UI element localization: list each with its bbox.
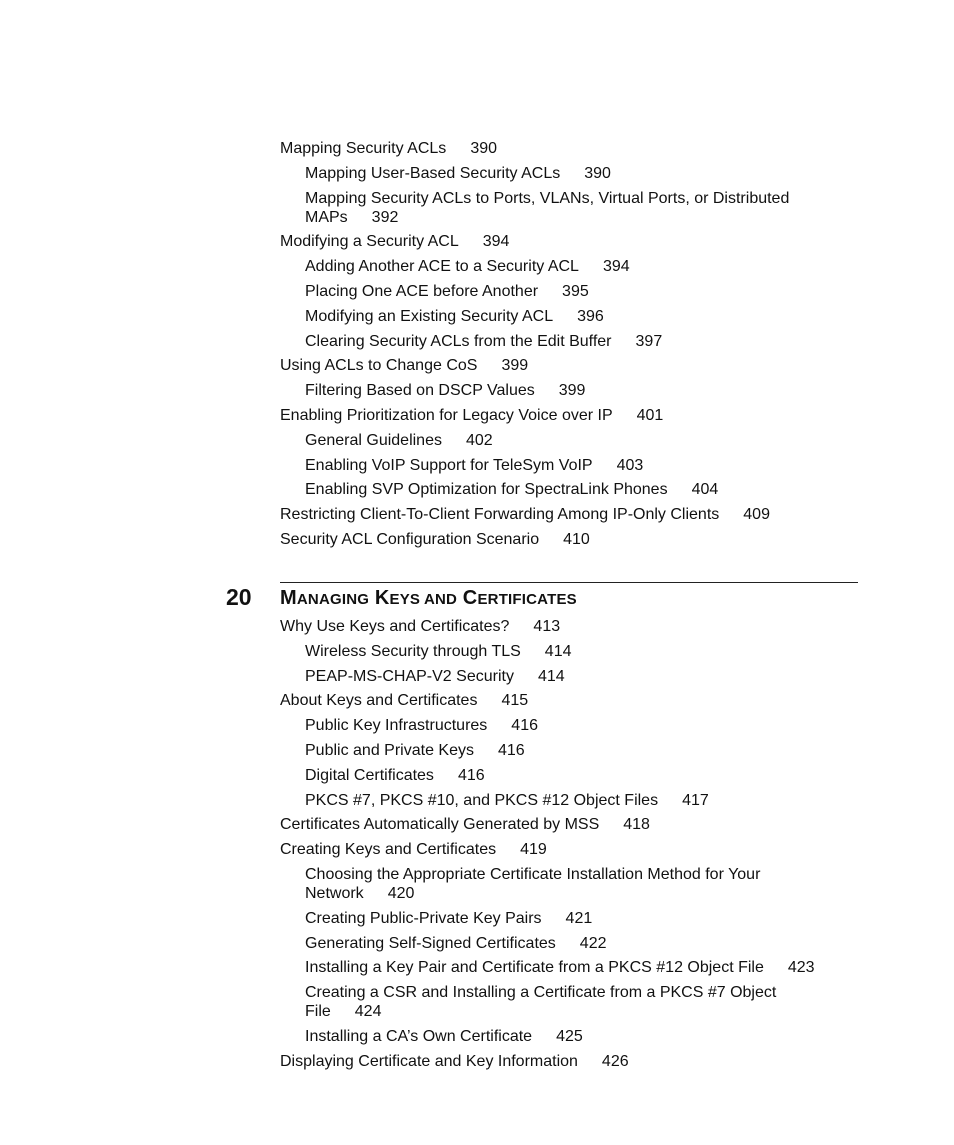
- toc-page-number: 418: [623, 816, 650, 834]
- toc-page-number: 396: [577, 307, 604, 325]
- toc-page-number: 419: [520, 841, 547, 859]
- toc-page-number: 414: [544, 642, 572, 660]
- toc-subentry: [305, 480, 840, 499]
- toc-page-number: 401: [636, 406, 664, 424]
- toc-subentry: [305, 741, 840, 760]
- toc-subentry: [305, 164, 840, 183]
- toc-page-number: 416: [497, 741, 525, 759]
- toc-subentry: [305, 456, 840, 475]
- chapter-title-segment: M: [280, 587, 297, 609]
- toc-page-number: 394: [602, 258, 630, 276]
- toc-page-number: 394: [482, 233, 510, 251]
- toc-entry-title: About Keys and Certificates: [280, 692, 478, 710]
- toc-entry-title: Displaying Certificate and Key Information: [280, 1052, 578, 1070]
- toc-entry-title: Adding Another ACE to a Security ACL: [305, 258, 579, 276]
- toc-entry-title: Using ACLs to Change CoS: [280, 357, 478, 375]
- toc-entry-title: PEAP-MS-CHAP-V2 Security: [305, 667, 514, 685]
- toc-section-chapter-19-continued: [280, 139, 840, 555]
- toc-entry: [280, 232, 840, 251]
- toc-subentry: [305, 983, 840, 1021]
- toc-subentry: [305, 865, 840, 903]
- toc-entry: [280, 356, 840, 375]
- toc-page-number: 425: [556, 1027, 583, 1045]
- toc-entry-title: Choosing the Appropriate Certificate Installation Method for Your Network: [305, 865, 761, 902]
- toc-page-number: 410: [563, 530, 590, 548]
- toc-entry: [280, 406, 840, 425]
- toc-page-number: 420: [387, 884, 415, 902]
- toc-subentry: [305, 766, 840, 785]
- toc-subentry: [305, 307, 840, 326]
- toc-entry: [280, 139, 840, 158]
- toc-page-number: 417: [682, 791, 709, 809]
- toc-page-number: 397: [635, 332, 663, 350]
- toc-entry-title: Enabling VoIP Support for TeleSym VoIP: [305, 456, 593, 474]
- chapter-number: 20: [226, 584, 252, 610]
- toc-entry-title: Enabling Prioritization for Legacy Voice over IP: [280, 406, 613, 424]
- toc-entry-title: Modifying an Existing Security ACL: [305, 307, 554, 325]
- toc-page-number: 392: [371, 208, 399, 226]
- toc-subentry: [305, 958, 840, 977]
- toc-entry-title: Certificates Automatically Generated by MSS: [280, 816, 600, 834]
- toc-subentry: [305, 667, 840, 686]
- toc-entry-title: Installing a Key Pair and Certificate from a PKCS #12 Object File: [305, 959, 764, 977]
- toc-entry: [280, 505, 840, 524]
- toc-entry-title: Modifying a Security ACL: [280, 233, 459, 251]
- toc-section-chapter-20: [280, 617, 840, 1077]
- toc-entry-title: Mapping User-Based Security ACLs: [305, 164, 561, 182]
- chapter-title: [280, 585, 577, 613]
- toc-entry: [280, 840, 840, 859]
- toc-entry: [280, 815, 840, 834]
- toc-page-number: 390: [470, 140, 498, 157]
- toc-subentry: [305, 381, 840, 400]
- toc-entry-title: Generating Self-Signed Certificates: [305, 934, 556, 952]
- toc-subentry: [305, 431, 840, 450]
- chapter-title-segment: K: [369, 587, 390, 609]
- toc-subentry: [305, 909, 840, 928]
- chapter-title-segment: EYS AND: [389, 591, 458, 608]
- toc-entry-title: Why Use Keys and Certificates?: [280, 618, 510, 635]
- chapter-title-segment: ERTIFICATES: [477, 591, 577, 608]
- toc-entry-title: Clearing Security ACLs from the Edit Buffer: [305, 332, 612, 350]
- toc-subentry: [305, 1027, 840, 1046]
- toc-page-number: 399: [501, 357, 529, 375]
- toc-page-number: 416: [511, 717, 538, 735]
- toc-page-number: 402: [465, 431, 493, 449]
- toc-entry-title: Creating Public-Private Key Pairs: [305, 909, 542, 927]
- toc-entry-title: Installing a CA’s Own Certificate: [305, 1027, 533, 1045]
- chapter-divider-rule: [280, 582, 858, 583]
- toc-page-number: 415: [501, 692, 529, 710]
- toc-entry-title: Creating Keys and Certificates: [280, 841, 497, 859]
- toc-entry-title: Restricting Client-To-Client Forwarding Among IP-Only Clients: [280, 506, 720, 524]
- toc-subentry: [305, 791, 840, 810]
- toc-page-number: 409: [743, 506, 770, 524]
- toc-subentry: [305, 642, 840, 661]
- toc-entry-title: Wireless Security through TLS: [305, 642, 521, 660]
- toc-entry: [280, 691, 840, 710]
- toc-page-number: 399: [558, 382, 586, 400]
- chapter-title-segment: ANAGING: [296, 591, 370, 608]
- toc-entry: [280, 530, 840, 549]
- toc-entry-title: Placing One ACE before Another: [305, 282, 539, 300]
- toc-entry: [280, 617, 840, 636]
- toc-subentry: [305, 282, 840, 301]
- toc-page-number: 413: [533, 618, 561, 635]
- toc-page-number: 421: [565, 909, 593, 927]
- toc-page-number: 423: [787, 959, 815, 977]
- toc-entry: [280, 1052, 840, 1071]
- toc-entry-title: Digital Certificates: [305, 766, 434, 784]
- toc-entry-title: Public and Private Keys: [305, 741, 474, 759]
- toc-page-number: 403: [616, 456, 644, 474]
- toc-page-number: 416: [457, 766, 485, 784]
- toc-page-number: 395: [562, 282, 589, 300]
- toc-entry-title: Public Key Infrastructures: [305, 717, 488, 735]
- toc-page-number: 404: [691, 481, 719, 499]
- toc-subentry: [305, 189, 840, 227]
- toc-entry-title: Mapping Security ACLs: [280, 140, 447, 157]
- toc-page-number: 424: [354, 1003, 382, 1021]
- toc-page-number: 414: [537, 667, 565, 685]
- toc-entry-title: Filtering Based on DSCP Values: [305, 382, 535, 400]
- toc-entry-title: Enabling SVP Optimization for SpectraLink Phones: [305, 481, 668, 499]
- toc-entry-title: Security ACL Configuration Scenario: [280, 530, 540, 548]
- toc-page-number: 422: [579, 934, 607, 952]
- toc-entry-title: Mapping Security ACLs to Ports, VLANs, Virtual Ports, or Distributed MAPs: [305, 189, 790, 226]
- toc-page-number: 390: [584, 164, 611, 182]
- toc-entry-title: Creating a CSR and Installing a Certificate from a PKCS #7 Object File: [305, 984, 777, 1021]
- toc-entry-title: PKCS #7, PKCS #10, and PKCS #12 Object Files: [305, 791, 659, 809]
- chapter-title-segment: C: [457, 587, 478, 609]
- toc-subentry: [305, 257, 840, 276]
- toc-page-number: 426: [601, 1052, 629, 1070]
- toc-subentry: [305, 934, 840, 953]
- toc-subentry: [305, 716, 840, 735]
- toc-subentry: [305, 332, 840, 351]
- toc-entry-title: General Guidelines: [305, 431, 442, 449]
